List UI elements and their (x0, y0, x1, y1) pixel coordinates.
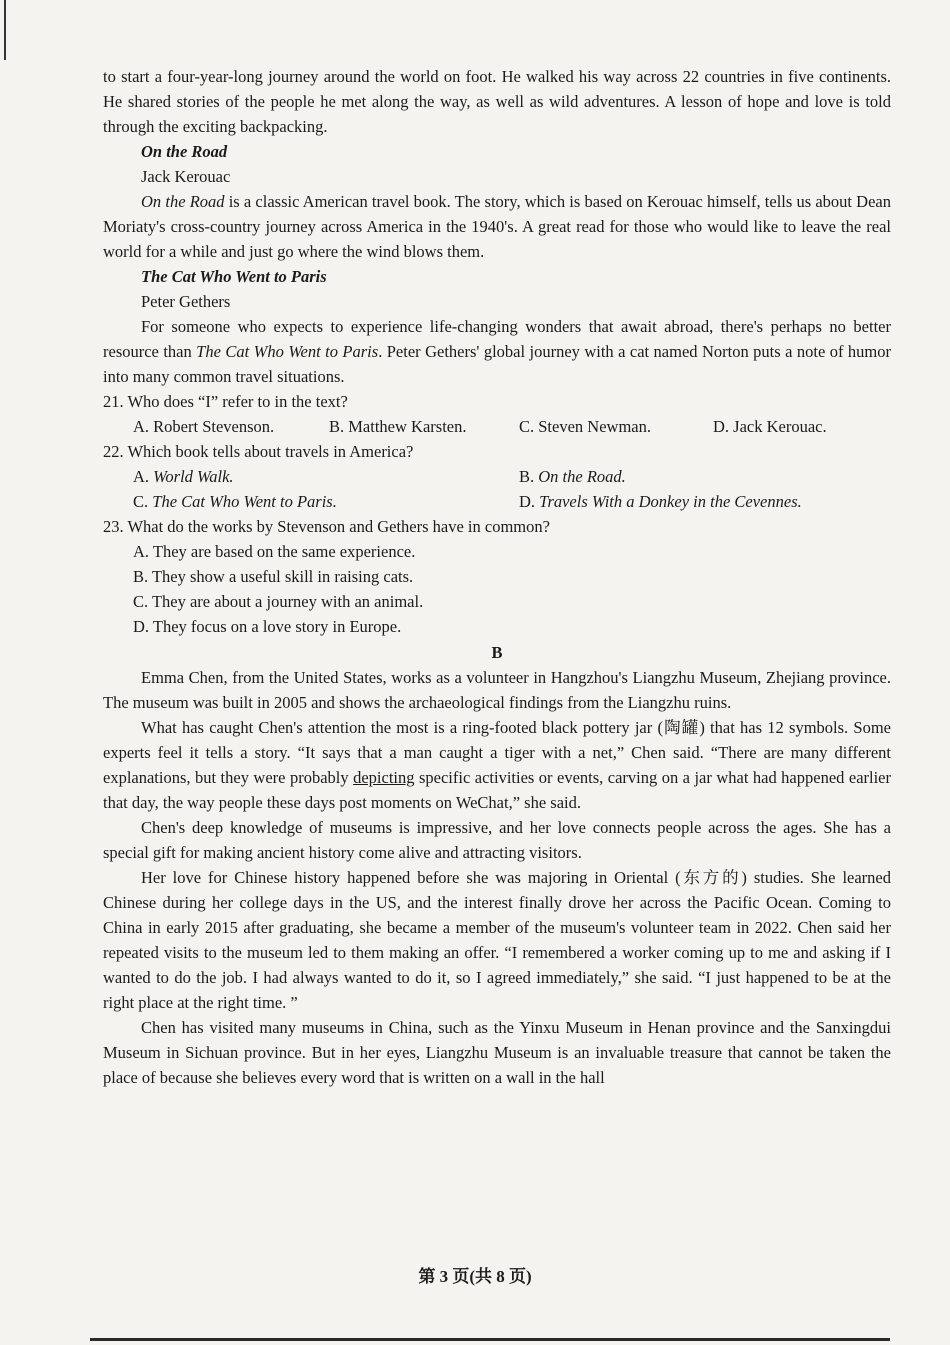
option-letter: A. (133, 467, 154, 486)
option-text: The Cat Who Went to Paris. (152, 492, 337, 511)
book-description-on-the-road (103, 189, 891, 264)
paragraph-text-1: What has caught Chen's attention the most is a ring-footed black pottery jar (陶罐) that has 12 symbols. Some experts feel it tells a story. “It says that a man caught a tiger with a net,” Chen said. “There are many different explanations, but they were probably (103, 718, 891, 787)
section-heading-b: B (491, 643, 503, 662)
question-22-options (103, 464, 891, 514)
inline-book-title: On the Road (141, 192, 225, 211)
passage-b-paragraph-4: Her love for Chinese history happened before she was majoring in Oriental (东方的) studies. She learned Chinese during her college days in the US, and the interest finally drove her across the Pacific Ocean. Coming to China in early 2015 after graduating, she became a member of the museum's volunteer team in 2022. Chen said her repeated visits to the museum led to them making an offer. “I remembered a worker coming up to me and asking if I wanted to do the job. I had always wanted to do it, so I agreed immediately,” she said. “I just happened to be at the right place at the right time. ” (103, 868, 891, 1012)
underlined-word: depicting (353, 768, 415, 787)
question-22: 22. Which book tells about travels in America? (103, 442, 414, 461)
book-title-cat-paris: The Cat Who Went to Paris (141, 267, 327, 286)
option-c[interactable] (133, 489, 519, 514)
passage-b-paragraph-5: Chen has visited many museums in China, such as the Yinxu Museum in Henan province and the Sanxingdui Museum in Sichuan province. But in her eyes, Liangzhu Museum is an invaluable treasure that cannot be taken the place of because she believes every word that is written on a wall in the hall (103, 1018, 891, 1087)
bottom-divider (90, 1338, 890, 1341)
option-d[interactable]: D. Jack Kerouac. (713, 417, 827, 436)
option-c[interactable]: C. They are about a journey with an animal. (133, 592, 424, 611)
option-a[interactable]: A. Robert Stevenson. (133, 417, 275, 436)
option-letter: C. (133, 492, 153, 511)
option-d[interactable] (519, 489, 909, 514)
book-author-gethers: Peter Gethers (141, 292, 231, 311)
option-text: Travels With a Donkey in the Cevennes. (539, 492, 802, 511)
passage-a-paragraph: to start a four-year-long journey around the world on foot. He walked his way across 22 countries in five continents. He shared stories of the people he met along the way, as well as wild adventures. A lesson of hope and love is told through the exciting backpacking. (103, 67, 891, 136)
book-title-on-the-road: On the Road (141, 142, 228, 161)
question-21: 21. Who does “I” refer to in the text? (103, 392, 348, 411)
passage-b-paragraph-1: Emma Chen, from the United States, works as a volunteer in Hangzhou's Liangzhu Museum, Zhejiang province. The museum was built in 2005 and shows the archaeological findings from the Liangzhu ruins. (103, 668, 891, 712)
option-d[interactable]: D. They focus on a love story in Europe. (133, 617, 402, 636)
paragraph-text-2: specific activities or events, carving on a jar what had happened earlier that day, the way people these days post moments on WeChat,” she said. (103, 768, 891, 812)
book-description-cat-paris (103, 314, 891, 389)
question-23: 23. What do the works by Stevenson and Gethers have in common? (103, 517, 550, 536)
option-a[interactable] (133, 464, 519, 489)
description-text-2: . Peter Gethers' global journey with a cat named Norton puts a note of humor into many common travel situations. (103, 342, 891, 386)
passage-b-paragraph-2 (103, 715, 891, 815)
inline-book-title: The Cat Who Went to Paris (196, 342, 379, 361)
option-text: World Walk. (153, 467, 234, 486)
option-b[interactable]: B. They show a useful skill in raising cats. (133, 567, 414, 586)
option-b[interactable] (519, 464, 909, 489)
page-number: 第 3 页(共 8 页) (418, 1267, 532, 1286)
option-letter: D. (519, 492, 540, 511)
option-b[interactable]: B. Matthew Karsten. (329, 417, 467, 436)
option-a[interactable]: A. They are based on the same experience. (133, 542, 416, 561)
book-author-kerouac: Jack Kerouac (141, 167, 231, 186)
description-text-1: For someone who expects to experience life-changing wonders that await abroad, there's perhaps no better resource than (103, 317, 891, 361)
option-letter: B. (519, 467, 539, 486)
passage-b-paragraph-3: Chen's deep knowledge of museums is impressive, and her love connects people across the ages. She has a special gift for making ancient history come alive and attracting visitors. (103, 818, 891, 862)
question-21-options (103, 414, 891, 439)
option-c[interactable]: C. Steven Newman. (519, 417, 651, 436)
page-content (103, 64, 891, 1090)
option-text: On the Road. (538, 467, 626, 486)
page-edge-mark (4, 0, 6, 60)
description-text: is a classic American travel book. The story, which is based on Kerouac himself, tells us about Dean Moriaty's cross-country journey across America in the 1940's. A great read for those who would like to leave the real world for a while and just go where the wind blows them. (103, 192, 891, 261)
